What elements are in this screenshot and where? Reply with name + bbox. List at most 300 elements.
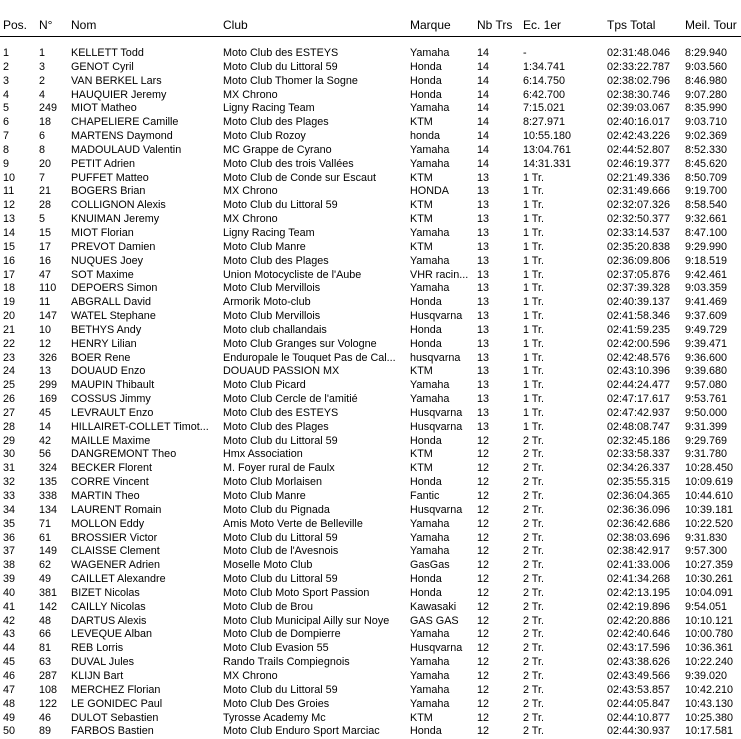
cell-ecart: 2 Tr. (523, 669, 545, 682)
cell-meil-tour: 9:39.471 (685, 337, 728, 350)
cell-pos: 2 (3, 60, 10, 73)
cell-num: 338 (39, 490, 58, 502)
cell-nb-trs: 13 (477, 240, 490, 253)
cell-nb-trs: 12 (477, 669, 490, 682)
cell-nom: LEVRAULT Enzo (71, 406, 154, 419)
cell-nb-trs: 13 (477, 393, 490, 406)
cell-tps-total: 02:31:48.046 (607, 47, 671, 59)
cell-num: 299 (39, 379, 58, 392)
cell-nom: DULOT Sebastien (71, 711, 159, 724)
cell-club: Moto Club du Littoral 59 (223, 60, 338, 73)
cell-club: M. Foyer rural de Faulx (223, 462, 335, 475)
table-row (0, 227, 741, 241)
cell-meil-tour: 8:47.100 (685, 226, 728, 239)
cell-pos: 37 (3, 545, 16, 558)
cell-pos: 47 (3, 683, 16, 696)
cell-pos: 15 (3, 240, 16, 253)
cell-num: 12 (39, 337, 52, 350)
cell-num: 14 (39, 420, 52, 433)
cell-nom: LAURENT Romain (71, 503, 162, 516)
cell-ecart: 1:34.741 (523, 60, 566, 73)
cell-tps-total: 02:42:43.226 (607, 130, 671, 143)
cell-nb-trs: 13 (477, 379, 490, 392)
table-row (0, 490, 741, 504)
cell-num: 108 (39, 683, 58, 696)
cell-nom: HILLAIRET-COLLET Timot... (71, 420, 209, 433)
cell-club: Moto Club Granges sur Vologne (223, 337, 377, 350)
table-row (0, 656, 741, 670)
cell-ecart: 2 Tr. (523, 711, 545, 724)
cell-pos: 40 (3, 586, 16, 599)
cell-num: 149 (39, 545, 58, 558)
cell-num: 147 (39, 310, 58, 323)
cell-ecart: 1 Tr. (523, 199, 545, 212)
cell-pos: 5 (3, 102, 10, 115)
cell-club: Moto Club Manre (223, 490, 306, 502)
table-row (0, 462, 741, 476)
cell-meil-tour: 10:04.091 (685, 586, 734, 599)
table-row (0, 47, 741, 61)
cell-num: 11 (39, 296, 51, 309)
cell-meil-tour: 10:42.210 (685, 683, 734, 696)
cell-pos: 10 (3, 171, 16, 184)
cell-nom: DEPOERS Simon (71, 282, 158, 295)
cell-nb-trs: 13 (477, 323, 490, 336)
results-table-body (0, 47, 741, 739)
cell-nb-trs: 12 (477, 642, 490, 655)
cell-nb-trs: 14 (477, 130, 490, 143)
cell-nb-trs: 12 (477, 517, 490, 530)
cell-club: Rando Trails Compiegnois (223, 656, 350, 669)
cell-pos: 17 (3, 268, 16, 281)
cell-club: Moto Club Rozoy (223, 130, 306, 143)
table-row (0, 116, 741, 130)
cell-tps-total: 02:44:30.937 (607, 725, 671, 738)
cell-num: 110 (39, 282, 57, 295)
cell-marque: KTM (410, 240, 433, 253)
cell-marque: Honda (410, 323, 442, 336)
table-row (0, 269, 741, 283)
cell-pos: 36 (3, 531, 16, 544)
cell-tps-total: 02:36:04.365 (607, 490, 671, 502)
cell-num: 17 (39, 240, 52, 253)
cell-ecart: 1 Tr. (523, 406, 545, 419)
cell-club: Moto Club Municipal Ailly sur Noye (223, 614, 390, 627)
cell-nb-trs: 12 (477, 476, 490, 489)
cell-club: Moto Club Evasion 55 (223, 642, 329, 655)
cell-meil-tour: 8:45.620 (685, 157, 728, 170)
cell-num: 62 (39, 559, 52, 572)
cell-num: 13 (39, 365, 52, 378)
cell-ecart: 1 Tr. (523, 282, 545, 295)
cell-meil-tour: 9:50.000 (685, 406, 728, 419)
cell-club: Enduropale le Touquet Pas de Cal... (223, 351, 396, 364)
cell-marque: Fantic (410, 490, 440, 502)
cell-num: 20 (39, 157, 52, 170)
cell-marque: Honda (410, 434, 442, 447)
cell-tps-total: 02:43:49.566 (607, 669, 671, 682)
cell-num: 134 (39, 503, 58, 516)
cell-marque: Husqvarna (410, 406, 463, 419)
cell-num: 142 (39, 600, 58, 613)
table-row (0, 365, 741, 379)
cell-tps-total: 02:42:20.886 (607, 614, 671, 627)
cell-marque: KTM (410, 171, 433, 184)
cell-num: 46 (39, 711, 52, 724)
cell-pos: 34 (3, 503, 16, 516)
cell-club: Ligny Racing Team (223, 102, 315, 115)
cell-tps-total: 02:42:48.576 (607, 351, 671, 364)
cell-tps-total: 02:36:36.096 (607, 503, 671, 516)
cell-meil-tour: 9:19.700 (685, 185, 728, 198)
cell-club: Armorik Moto-club (223, 296, 311, 309)
cell-ecart: 1 Tr. (523, 420, 545, 433)
cell-nb-trs: 12 (477, 628, 490, 641)
cell-ecart: 1 Tr. (523, 296, 545, 309)
cell-club: MX Chrono (223, 669, 278, 682)
cell-marque: Husqvarna (410, 310, 463, 323)
cell-tps-total: 02:33:58.337 (607, 448, 671, 461)
cell-club: Moto Club du Littoral 59 (223, 683, 338, 696)
cell-ecart: 2 Tr. (523, 448, 545, 461)
cell-club: Moto Club Thomer la Sogne (223, 74, 358, 87)
cell-marque: Honda (410, 725, 442, 738)
cell-num: 56 (39, 448, 52, 461)
cell-nb-trs: 14 (477, 47, 490, 59)
cell-tps-total: 02:43:38.626 (607, 656, 671, 669)
table-row (0, 282, 741, 296)
cell-tps-total: 02:41:58.346 (607, 310, 671, 323)
cell-meil-tour: 9:32.661 (685, 213, 728, 226)
cell-ecart: 1 Tr. (523, 254, 545, 267)
cell-pos: 45 (3, 656, 16, 669)
cell-nb-trs: 12 (477, 683, 490, 696)
header-nb-trs: Nb Trs (477, 18, 513, 32)
cell-num: 326 (39, 351, 58, 364)
cell-tps-total: 02:38:03.696 (607, 531, 671, 544)
cell-meil-tour: 9:36.600 (685, 351, 728, 364)
cell-marque: Honda (410, 586, 442, 599)
cell-meil-tour: 9:31.399 (685, 420, 728, 433)
table-header (0, 17, 741, 33)
cell-tps-total: 02:44:10.877 (607, 711, 671, 724)
cell-nb-trs: 13 (477, 365, 490, 378)
cell-meil-tour: 9:41.469 (685, 296, 728, 309)
cell-marque: Yamaha (410, 656, 450, 669)
cell-club: Union Motocycliste de l'Aube (223, 268, 362, 281)
cell-nom: KNUIMAN Jeremy (71, 213, 160, 226)
cell-pos: 3 (3, 74, 10, 87)
cell-tps-total: 02:43:53.857 (607, 683, 671, 696)
cell-nom: MAUPIN Thibault (71, 379, 155, 392)
cell-pos: 9 (3, 157, 10, 170)
cell-ecart: 2 Tr. (523, 600, 545, 613)
table-row (0, 379, 741, 393)
cell-num: 324 (39, 462, 58, 475)
cell-num: 122 (39, 697, 58, 710)
cell-nom: MARTENS Daymond (71, 130, 173, 143)
cell-pos: 1 (3, 47, 10, 59)
cell-num: 3 (39, 60, 46, 73)
cell-nom: NUQUES Joey (71, 254, 143, 267)
cell-nom: PETIT Adrien (71, 157, 136, 170)
cell-tps-total: 02:40:16.017 (607, 116, 671, 129)
cell-tps-total: 02:43:17.596 (607, 642, 671, 655)
cell-tps-total: 02:36:09.806 (607, 254, 671, 267)
cell-club: Moto Club Enduro Sport Marciac (223, 725, 380, 738)
cell-tps-total: 02:38:02.796 (607, 74, 671, 87)
cell-ecart: 1 Tr. (523, 337, 545, 350)
cell-nom: VAN BERKEL Lars (71, 74, 162, 87)
cell-ecart: 1 Tr. (523, 365, 545, 378)
cell-ecart: 6:42.700 (523, 88, 566, 101)
cell-club: Moto Club Picard (223, 379, 306, 392)
cell-num: 45 (39, 406, 52, 419)
cell-nb-trs: 14 (477, 157, 490, 170)
cell-marque: Yamaha (410, 226, 450, 239)
cell-tps-total: 02:35:55.315 (607, 476, 671, 489)
cell-nb-trs: 12 (477, 586, 490, 599)
cell-nb-trs: 14 (477, 116, 490, 129)
cell-club: Moto Club Moto Sport Passion (223, 586, 370, 599)
header-pos: Pos. (3, 18, 28, 32)
cell-club: Moto Club des ESTEYS (223, 47, 339, 59)
cell-tps-total: 02:41:59.235 (607, 323, 671, 336)
cell-marque: Kawasaki (410, 600, 457, 613)
table-row (0, 476, 741, 490)
cell-num: 21 (39, 185, 52, 198)
cell-pos: 14 (3, 226, 16, 239)
table-row (0, 89, 741, 103)
cell-club: Moto Club Des Groies (223, 697, 330, 710)
cell-club: Moto Club des ESTEYS (223, 406, 339, 419)
cell-tps-total: 02:47:42.937 (607, 406, 671, 419)
table-row (0, 213, 741, 227)
cell-ecart: 1 Tr. (523, 310, 545, 323)
cell-tps-total: 02:31:49.666 (607, 185, 671, 198)
table-row (0, 158, 741, 172)
cell-meil-tour: 10:17.581 (685, 725, 734, 738)
cell-nb-trs: 12 (477, 559, 490, 572)
cell-meil-tour: 9:53.761 (685, 393, 728, 406)
table-row (0, 324, 741, 338)
cell-pos: 8 (3, 143, 10, 156)
cell-pos: 4 (3, 88, 10, 101)
cell-meil-tour: 9:29.769 (685, 434, 728, 447)
cell-ecart: 2 Tr. (523, 642, 545, 655)
cell-tps-total: 02:38:30.746 (607, 88, 671, 101)
cell-tps-total: 02:41:33.006 (607, 559, 671, 572)
cell-club: Moto Club Mervillois (223, 282, 321, 295)
cell-meil-tour: 10:44.610 (685, 490, 734, 502)
cell-ecart: 2 Tr. (523, 531, 545, 544)
cell-tps-total: 02:21:49.336 (607, 171, 671, 184)
cell-meil-tour: 9:03.710 (685, 116, 728, 129)
header-nom: Nom (71, 18, 97, 32)
cell-pos: 27 (3, 406, 16, 419)
cell-pos: 29 (3, 434, 16, 447)
cell-nb-trs: 14 (477, 60, 490, 73)
cell-pos: 24 (3, 365, 16, 378)
cell-nom: COLLIGNON Alexis (71, 199, 166, 212)
cell-nom: PUFFET Matteo (71, 171, 149, 184)
cell-tps-total: 02:39:03.067 (607, 102, 671, 115)
cell-ecart: 2 Tr. (523, 586, 545, 599)
cell-pos: 41 (3, 600, 16, 613)
header-ecart: Ec. 1er (523, 18, 562, 32)
cell-ecart: 2 Tr. (523, 476, 545, 489)
cell-nb-trs: 13 (477, 268, 490, 281)
cell-nb-trs: 13 (477, 199, 490, 212)
cell-pos: 44 (3, 642, 16, 655)
cell-nb-trs: 13 (477, 296, 490, 309)
cell-club: Moto Club des Plages (223, 420, 329, 433)
cell-meil-tour: 10:25.380 (685, 711, 734, 724)
cell-tps-total: 02:41:34.268 (607, 573, 671, 586)
cell-tps-total: 02:48:08.747 (607, 420, 671, 433)
cell-ecart: 2 Tr. (523, 683, 545, 696)
table-row (0, 310, 741, 324)
cell-club: Tyrosse Academy Mc (223, 711, 326, 724)
cell-meil-tour: 8:35.990 (685, 102, 728, 115)
cell-meil-tour: 10:28.450 (685, 462, 734, 475)
cell-num: 7 (39, 171, 46, 184)
cell-nom: CLAISSE Clement (71, 545, 160, 558)
cell-num: 71 (39, 517, 52, 530)
cell-nb-trs: 12 (477, 725, 490, 738)
cell-num: 135 (39, 476, 58, 489)
cell-marque: KTM (410, 116, 433, 129)
cell-nb-trs: 12 (477, 697, 490, 710)
header-marque: Marque (410, 18, 451, 32)
cell-club: MC Grappe de Cyrano (223, 143, 332, 156)
cell-pos: 12 (3, 199, 16, 212)
cell-marque: Yamaha (410, 254, 450, 267)
cell-meil-tour: 10:30.261 (685, 573, 734, 586)
cell-num: 1 (39, 47, 46, 59)
cell-nom: DOUAUD Enzo (71, 365, 146, 378)
cell-nb-trs: 12 (477, 573, 490, 586)
cell-tps-total: 02:37:39.328 (607, 282, 671, 295)
cell-marque: honda (410, 130, 441, 143)
cell-marque: Honda (410, 74, 442, 87)
cell-marque: VHR racin... (410, 268, 469, 281)
cell-meil-tour: 10:10.121 (685, 614, 734, 627)
cell-ecart: 2 Tr. (523, 725, 545, 738)
cell-tps-total: 02:33:22.787 (607, 60, 671, 73)
cell-pos: 21 (3, 323, 16, 336)
cell-marque: Yamaha (410, 628, 450, 641)
cell-meil-tour: 9:03.560 (685, 60, 728, 73)
cell-club: Moto Club des Plages (223, 116, 329, 129)
cell-meil-tour: 10:22.240 (685, 656, 734, 669)
table-row (0, 241, 741, 255)
cell-club: DOUAUD PASSION MX (223, 365, 340, 378)
cell-nb-trs: 12 (477, 614, 490, 627)
cell-tps-total: 02:33:14.537 (607, 226, 671, 239)
table-row (0, 545, 741, 559)
table-row (0, 102, 741, 116)
cell-marque: Yamaha (410, 669, 450, 682)
cell-nom: COSSUS Jimmy (71, 393, 151, 406)
cell-nom: MIOT Matheo (71, 102, 137, 115)
cell-marque: HONDA (410, 185, 449, 198)
cell-nb-trs: 13 (477, 337, 490, 350)
cell-club: Ligny Racing Team (223, 226, 315, 239)
cell-nb-trs: 14 (477, 143, 490, 156)
table-row (0, 393, 741, 407)
cell-nom: DARTUS Alexis (71, 614, 147, 627)
cell-tps-total: 02:42:00.596 (607, 337, 671, 350)
cell-tps-total: 02:40:39.137 (607, 296, 671, 309)
cell-club: Moto Club Manre (223, 240, 306, 253)
cell-pos: 18 (3, 282, 16, 295)
cell-nom: MERCHEZ Florian (71, 683, 161, 696)
cell-num: 18 (39, 116, 52, 129)
cell-club: Moto Club du Littoral 59 (223, 531, 338, 544)
cell-pos: 49 (3, 711, 16, 724)
table-row (0, 642, 741, 656)
cell-meil-tour: 9:39.680 (685, 365, 728, 378)
cell-pos: 16 (3, 254, 16, 267)
cell-pos: 31 (3, 462, 16, 475)
cell-tps-total: 02:38:42.917 (607, 545, 671, 558)
table-row (0, 172, 741, 186)
header-divider (0, 36, 741, 37)
cell-nb-trs: 13 (477, 254, 490, 267)
cell-ecart: 2 Tr. (523, 628, 545, 641)
cell-tps-total: 02:44:52.807 (607, 143, 671, 156)
table-row (0, 628, 741, 642)
cell-nb-trs: 13 (477, 213, 490, 226)
cell-ecart: 7:15.021 (523, 102, 566, 115)
table-row (0, 670, 741, 684)
cell-pos: 20 (3, 310, 16, 323)
cell-marque: Yamaha (410, 102, 450, 115)
cell-meil-tour: 9:37.609 (685, 310, 728, 323)
cell-marque: KTM (410, 213, 433, 226)
cell-ecart: 1 Tr. (523, 393, 545, 406)
cell-nb-trs: 12 (477, 462, 490, 475)
table-row (0, 75, 741, 89)
cell-meil-tour: 9:54.051 (685, 600, 728, 613)
header-num: N° (39, 18, 53, 32)
cell-pos: 19 (3, 296, 16, 309)
cell-ecart: 2 Tr. (523, 462, 545, 475)
table-row (0, 532, 741, 546)
cell-num: 63 (39, 656, 52, 669)
cell-pos: 32 (3, 476, 16, 489)
cell-club: Moto club challandais (223, 323, 327, 336)
cell-marque: Husqvarna (410, 642, 463, 655)
cell-ecart: 10:55.180 (523, 130, 572, 143)
cell-meil-tour: 10:27.359 (685, 559, 734, 572)
cell-nom: FARBOS Bastien (71, 725, 154, 738)
cell-ecart: 13:04.761 (523, 143, 572, 156)
cell-nom: LEVEQUE Alban (71, 628, 153, 641)
cell-nom: REB Lorris (71, 642, 124, 655)
table-row (0, 504, 741, 518)
cell-num: 81 (39, 642, 52, 655)
cell-meil-tour: 9:07.280 (685, 88, 728, 101)
cell-num: 16 (39, 254, 52, 267)
cell-pos: 13 (3, 213, 16, 226)
table-row (0, 296, 741, 310)
cell-nb-trs: 12 (477, 545, 490, 558)
cell-nom: CAILLET Alexandre (71, 573, 166, 586)
cell-ecart: 1 Tr. (523, 185, 545, 198)
cell-marque: husqvarna (410, 351, 461, 364)
